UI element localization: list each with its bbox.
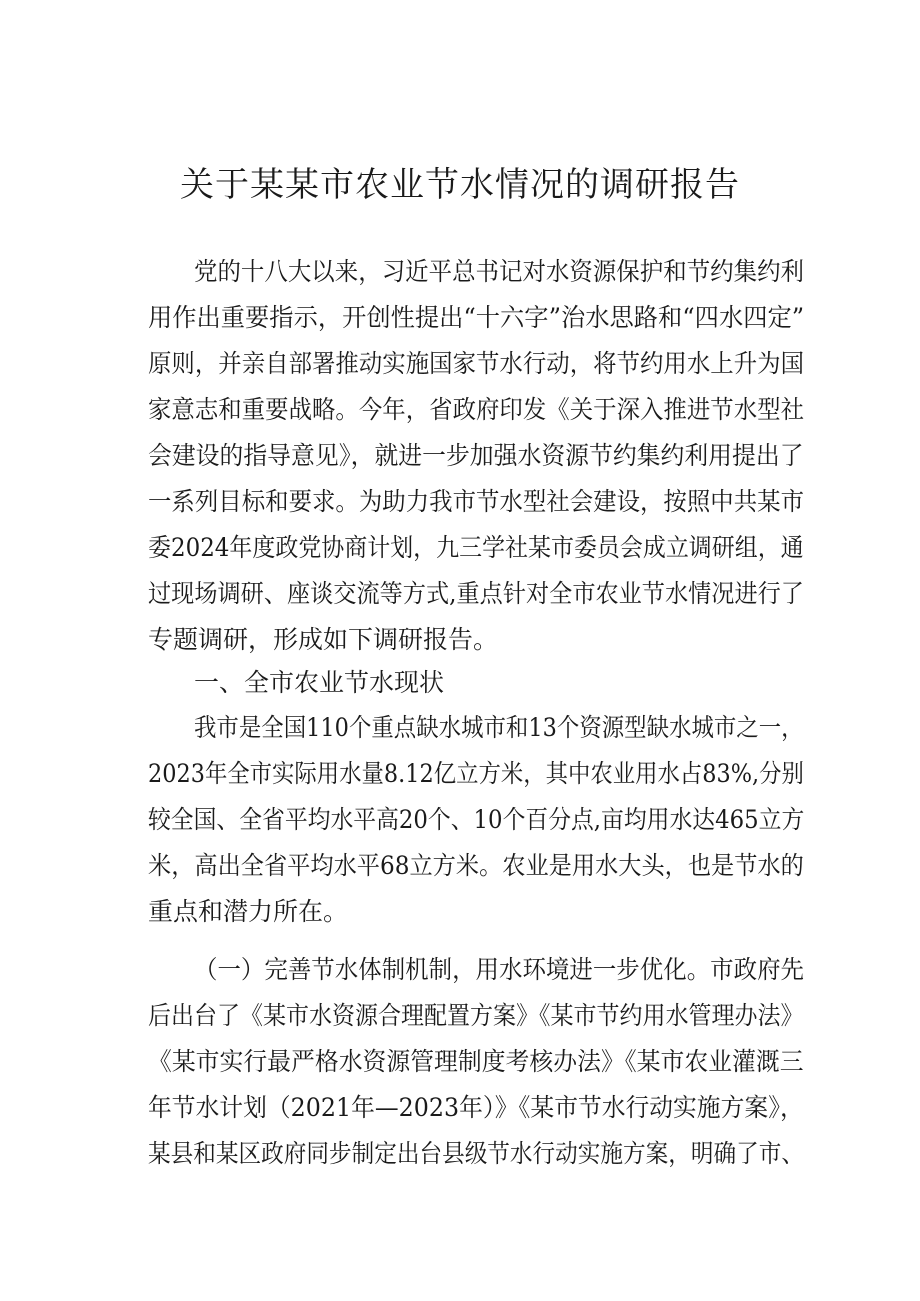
paragraph-line: 2023年全市实际用水量8.12亿立方米，其中农业用水占83%,分别 xyxy=(148,759,804,788)
paragraph-line: 原则，并亲自部署推动实施国家节水行动，将节约用水上升为国 xyxy=(148,349,805,378)
paragraph-line: 《某市实行最严格水资源管理制度考核办法》《某市农业灌溉三 xyxy=(148,1047,804,1076)
paragraph-line: 某县和某区政府同步制定出台县级节水行动实施方案，明确了市、 xyxy=(148,1139,805,1168)
paragraph-line: 一系列目标和要求。为助力我市节水型社会建设，按照中共某市 xyxy=(148,487,805,516)
paragraph-line: 专题调研，形成如下调研报告。 xyxy=(148,625,499,654)
paragraph-line: 重点和潜力所在。 xyxy=(148,897,349,926)
paragraph-line: 米，高出全省平均水平68立方米。农业是用水大头，也是节水的 xyxy=(148,851,804,880)
paragraph-line: 较全国、全省平均水平高20个、10个百分点,亩均用水达465立方 xyxy=(148,805,805,834)
document-title: 关于某某市农业节水情况的调研报告 xyxy=(180,165,740,205)
paragraph-line: 家意志和重要战略。今年，省政府印发《关于深入推进节水型社 xyxy=(148,395,805,424)
paragraph-line: 我市是全国110个重点缺水城市和13个资源型缺水城市之一， xyxy=(194,713,804,742)
paragraph-line: 党的十八大以来，习近平总书记对水资源保护和节约集约利 xyxy=(194,257,805,286)
paragraph-line: 年节水计划（2021年—2023年）》《某市节水行动实施方案》， xyxy=(148,1093,804,1122)
section-heading: 一、全市农业节水现状 xyxy=(194,668,445,697)
paragraph-line: 会建设的指导意见》，就进一步加强水资源节约集约利用提出了 xyxy=(148,441,804,470)
paragraph-line: （一）完善节水体制机制，用水环境进一步优化。市政府先 xyxy=(194,955,805,984)
paragraph-line: 用作出重要指示，开创性提出“十六字”治水思路和“四水四定” xyxy=(148,303,805,332)
paragraph-line: 过现场调研、座谈交流等方式,重点针对全市农业节水情况进行了 xyxy=(148,579,804,608)
paragraph-line: 后出台了《某市水资源合理配置方案》《某市节约用水管理办法》 xyxy=(148,1001,804,1030)
paragraph-line: 委2024年度政党协商计划，九三学社某市委员会成立调研组，通 xyxy=(148,533,804,562)
